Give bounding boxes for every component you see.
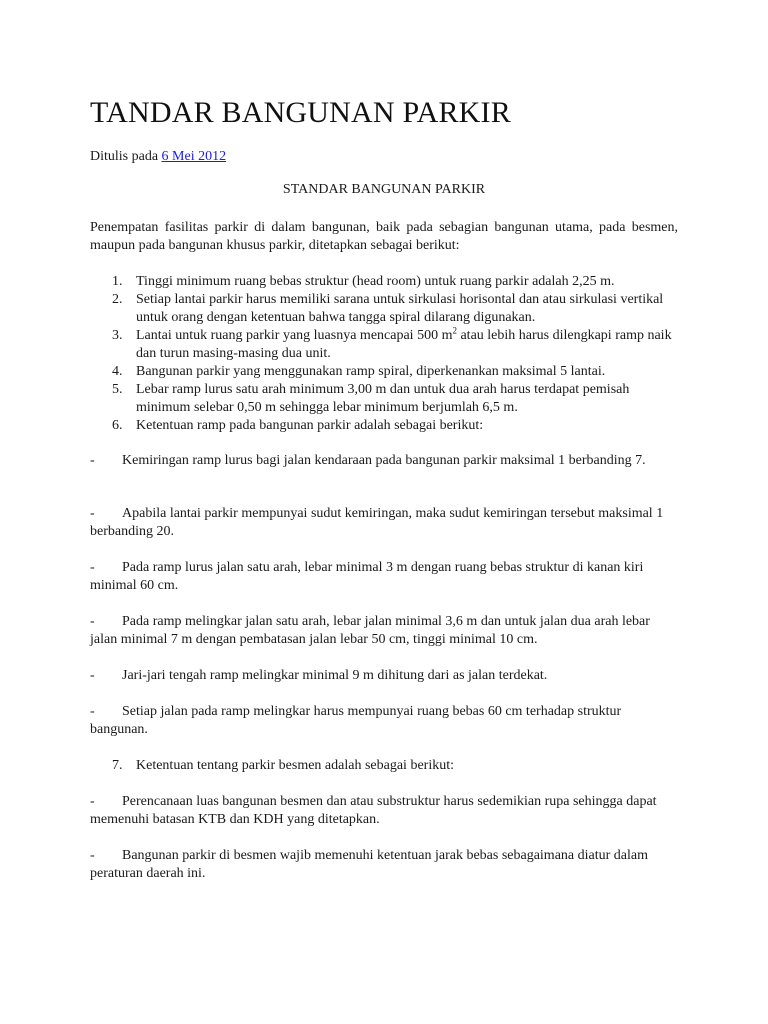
- dash-marker: -: [90, 704, 95, 719]
- rule-text: Perencanaan luas bangunan besmen dan atau substruktur harus sedemikian rupa sehingga dapat memenuhi batasan KTB dan KDH yang ditetapkan.: [90, 794, 657, 827]
- meta-prefix: Ditulis pada: [90, 149, 162, 164]
- rule-text: Jari-jari tengah ramp melingkar minimal 9 m dihitung dari as jalan terdekat.: [122, 668, 548, 683]
- list-text: Ketentuan tentang parkir besmen adalah sebagai berikut:: [136, 758, 454, 773]
- list-item-7: [90, 757, 678, 775]
- list-item: [90, 363, 678, 381]
- list-item: [90, 417, 678, 435]
- list-number: 4.: [112, 364, 123, 379]
- list-number: 2.: [112, 292, 123, 307]
- ramp-rule: [90, 452, 678, 470]
- list-text: Setiap lantai parkir harus memiliki sarana untuk sirkulasi horisontal dan atau sirkulasi vertikal untuk orang dengan ketentuan bahwa tangga spiral dilarang digunakan.: [136, 292, 664, 325]
- list-text: Tinggi minimum ruang bebas struktur (head room) untuk ruang parkir adalah 2,25 m.: [136, 274, 615, 289]
- ramp-rule: [90, 667, 678, 685]
- rule-text: Pada ramp lurus jalan satu arah, lebar minimal 3 m dengan ruang bebas struktur di kanan kiri minimal 60 cm.: [90, 560, 644, 593]
- dash-marker: -: [90, 848, 95, 863]
- list-number: 7.: [112, 758, 123, 773]
- rule-text: Apabila lantai parkir mempunyai sudut kemiringan, maka sudut kemiringan tersebut maksimal 1 berbanding 20.: [90, 506, 664, 539]
- rule-text: Pada ramp melingkar jalan satu arah, lebar jalan minimal 3,6 m dan untuk jalan dua arah lebar jalan minimal 7 m dengan pembatasan jalan lebar 50 cm, tinggi minimal 10 cm.: [90, 614, 650, 647]
- date-link[interactable]: 6 Mei 2012: [161, 149, 227, 164]
- list-number: 3.: [112, 328, 123, 343]
- list-item: [90, 381, 678, 417]
- list-item: [90, 273, 678, 291]
- list-item: [90, 291, 678, 327]
- list-number: 1.: [112, 274, 123, 289]
- list-text: Lebar ramp lurus satu arah minimum 3,00 m dan untuk dua arah harus terdapat pemisah minimum selebar 0,50 m sehingga lebar minimum berjumlah 6,5 m.: [136, 382, 630, 415]
- list-text: Bangunan parkir yang menggunakan ramp spiral, diperkenankan maksimal 5 lantai.: [136, 364, 606, 379]
- dash-marker: -: [90, 614, 95, 629]
- dash-marker: -: [90, 453, 95, 468]
- superscript: 2: [452, 325, 457, 336]
- ramp-rule: [90, 613, 678, 649]
- besmen-rule: [90, 847, 678, 883]
- besmen-rule: [90, 793, 678, 829]
- list-number: 6.: [112, 418, 123, 433]
- ramp-rule: [90, 505, 678, 541]
- rule-text: Kemiringan ramp lurus bagi jalan kendaraan pada bangunan parkir maksimal 1 berbanding 7.: [122, 453, 646, 468]
- ramp-rule: [90, 559, 678, 595]
- dash-marker: -: [90, 506, 95, 521]
- list-text-part: atau lebih harus dilengkapi ramp naik dan turun masing-masing dua unit.: [136, 328, 672, 361]
- section-heading: STANDAR BANGUNAN PARKIR: [282, 182, 486, 197]
- list-text: Ketentuan ramp pada bangunan parkir adalah sebagai berikut:: [136, 418, 484, 433]
- post-meta: [90, 148, 226, 166]
- ramp-rule: [90, 703, 678, 739]
- rule-text: Setiap jalan pada ramp melingkar harus mempunyai ruang bebas 60 cm terhadap struktur bangunan.: [90, 704, 622, 737]
- list-text-part: Lantai untuk ruang parkir yang luasnya mencapai 500 m: [136, 328, 453, 343]
- dash-marker: -: [90, 794, 95, 809]
- page-title: TANDAR BANGUNAN PARKIR: [90, 96, 511, 129]
- numbered-list: [90, 273, 678, 435]
- dash-marker: -: [90, 668, 95, 683]
- rule-text: Bangunan parkir di besmen wajib memenuhi ketentuan jarak bebas sebagaimana diatur dalam peraturan daerah ini.: [90, 848, 648, 881]
- intro-paragraph: Penempatan fasilitas parkir di dalam bangunan, baik pada sebagian bangunan utama, pada besmen, maupun pada bangunan khusus parkir, ditetapkan sebagai berikut:: [90, 220, 678, 253]
- list-number: 5.: [112, 382, 123, 397]
- dash-marker: -: [90, 560, 95, 575]
- list-item: [90, 327, 678, 363]
